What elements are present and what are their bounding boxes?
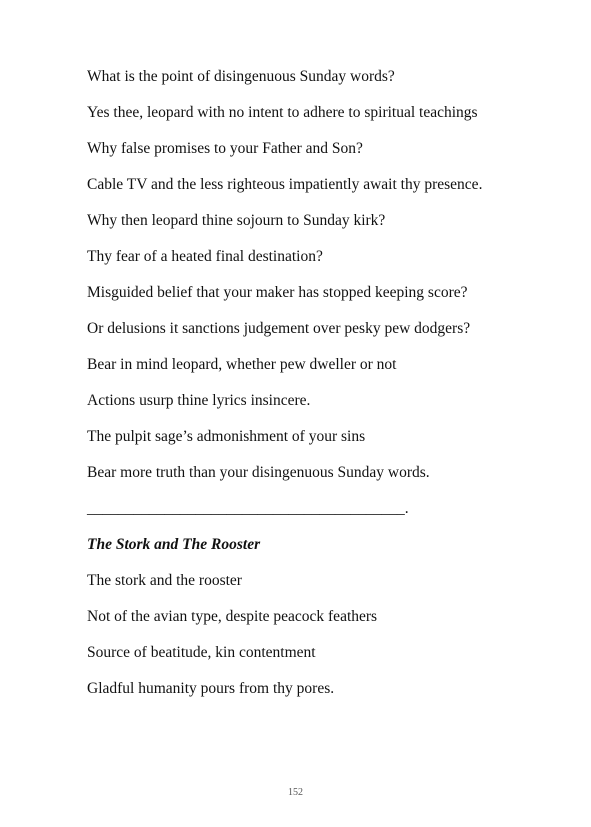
poem-line: Bear in mind leopard, whether pew dweller or not	[87, 356, 397, 373]
poem-line: Not of the avian type, despite peacock feathers	[87, 608, 378, 625]
poem-line: Bear more truth than your disingenuous Sunday words.	[87, 464, 430, 481]
poem-line: Why false promises to your Father and Son?	[87, 140, 363, 157]
poem-line: What is the point of disingenuous Sunday words?	[87, 68, 395, 85]
poem-line: Cable TV and the less righteous impatiently await thy presence.	[87, 176, 483, 193]
section-separator: _________________________________________.	[87, 500, 409, 517]
poem-line: Misguided belief that your maker has stopped keeping score?	[87, 284, 468, 301]
page-number: 152	[288, 787, 303, 798]
poem-title: The Stork and The Rooster	[87, 536, 261, 553]
poem-line: Yes thee, leopard with no intent to adhere to spiritual teachings	[87, 104, 478, 121]
poem-line: Or delusions it sanctions judgement over pesky pew dodgers?	[87, 320, 471, 337]
poem-line: The pulpit sage’s admonishment of your sins	[87, 428, 366, 445]
text-block	[87, 66, 504, 714]
poem-line: Thy fear of a heated final destination?	[87, 248, 323, 265]
poem-line: Gladful humanity pours from thy pores.	[87, 680, 335, 697]
poem-line: Why then leopard thine sojourn to Sunday kirk?	[87, 212, 386, 229]
poem-line: The stork and the rooster	[87, 572, 242, 589]
poem-line: Actions usurp thine lyrics insincere.	[87, 392, 311, 409]
poem-line: Source of beatitude, kin contentment	[87, 644, 316, 661]
